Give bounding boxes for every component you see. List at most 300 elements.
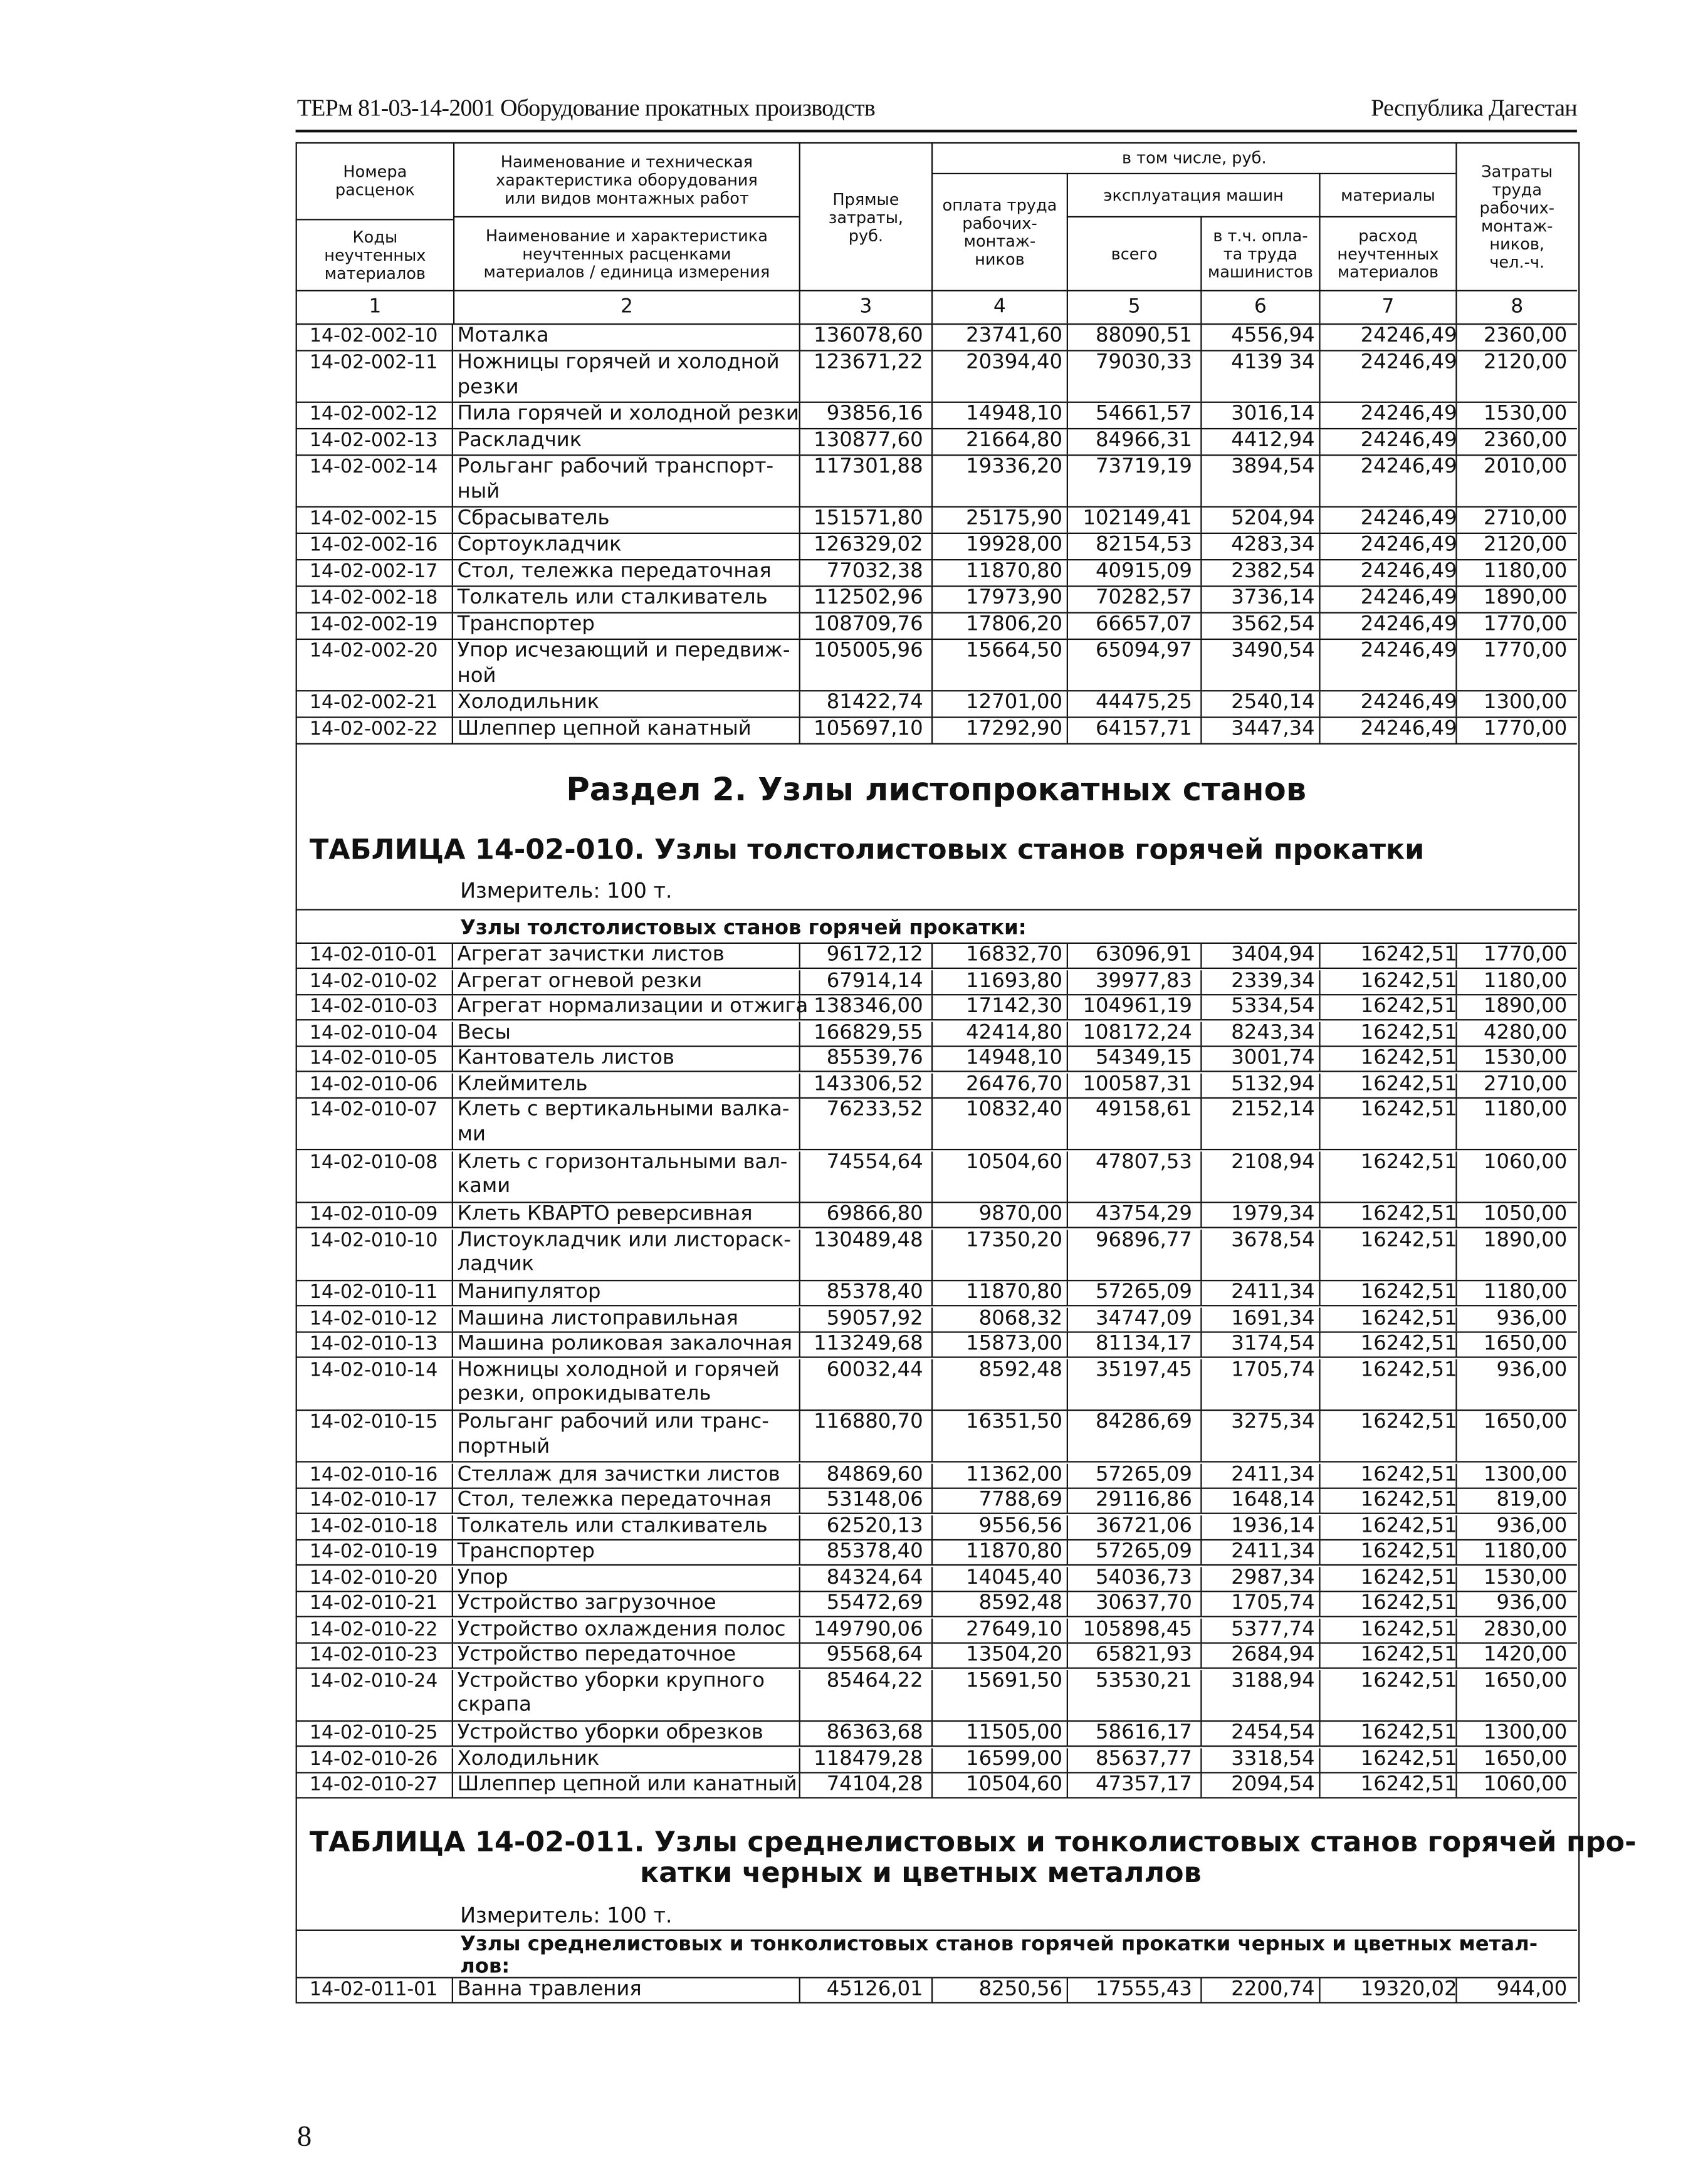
row-value-3: 151571,80 [814,507,923,530]
cell-divider [452,1333,453,1357]
table-row [296,325,1577,351]
cell-divider [1200,1021,1202,1045]
row-value-8: 1530,00 [1483,1047,1568,1070]
row-value-7: 16242,51 [1360,1773,1457,1796]
cell-divider [1319,718,1320,743]
row-value-5: 81134,17 [1096,1332,1192,1356]
row-code: 14-02-010-08 [309,1151,438,1173]
row-value-7: 24246,49 [1360,429,1457,452]
table-011-title-line1: ТАБЛИЦА 14-02-011. Узлы среднелистовых и тонколистовых станов горячей про- [309,1824,1637,1859]
cell-divider [1455,352,1457,402]
cell-divider [799,1151,800,1201]
cell-divider [1067,1099,1068,1149]
row-value-4: 19336,20 [966,456,1063,479]
cell-divider [1319,1229,1320,1279]
cell-divider [799,1644,800,1668]
cell-divider [1200,1333,1202,1357]
row-value-8: 1770,00 [1483,640,1568,662]
cell-divider [452,1307,453,1331]
row-name: Холодильник [457,1747,600,1770]
cell-divider [931,1151,933,1201]
row-value-4: 19928,00 [966,533,1063,557]
table-row [296,534,1577,560]
table-row [296,1411,1577,1462]
row-value-5: 65821,93 [1096,1643,1192,1666]
cell-divider [931,640,933,690]
cell-divider [1319,640,1320,690]
cell-divider [1200,1618,1202,1642]
cell-divider [1455,995,1457,1019]
row-value-8: 1300,00 [1483,1722,1568,1744]
row-value-5: 34747,09 [1096,1307,1192,1330]
cell-divider [799,1463,800,1487]
cell-divider [1455,1566,1457,1590]
cell-divider [1319,1592,1320,1616]
cell-divider [1455,1722,1457,1745]
row-code: 14-02-002-15 [309,507,438,530]
cell-divider [452,691,453,716]
row-value-4: 9870,00 [978,1203,1063,1226]
table-row [296,1099,1577,1150]
cell-divider [1067,534,1068,559]
row-name: Стеллаж для зачистки листов [457,1463,780,1486]
row-name: Машина листоправильная [457,1307,738,1330]
cell-divider [1067,1359,1068,1409]
table-011-rule [296,1930,1577,1931]
cell-divider [931,1774,933,1797]
cell-divider [1455,560,1457,585]
cell-divider [1200,1411,1202,1461]
row-value-8: 1650,00 [1483,1411,1568,1433]
cell-divider [799,587,800,612]
table-row [296,456,1577,507]
cell-divider [1319,1618,1320,1642]
header-line [931,173,1455,174]
row-value-8: 1770,00 [1483,613,1568,636]
row-value-7: 16242,51 [1360,1722,1457,1744]
cell-divider [1455,1359,1457,1409]
cell-divider [1200,718,1202,743]
row-value-5: 39977,83 [1096,970,1192,992]
cell-divider [1067,1151,1068,1201]
row-value-4: 20394,40 [966,351,1063,374]
cell-divider [1455,1489,1457,1513]
row-value-3: 59057,92 [826,1307,923,1330]
cell-divider [452,1566,453,1590]
table-row [296,587,1577,614]
cell-divider [1319,1722,1320,1745]
row-code: 14-02-010-01 [309,943,438,966]
row-value-3: 62520,13 [826,1514,923,1537]
colnum-1: 1 [369,295,382,318]
cell-divider [1200,1463,1202,1487]
cell-divider [799,1047,800,1071]
cell-divider [1319,352,1320,402]
row-value-8: 1650,00 [1483,1747,1568,1770]
cell-divider [1455,1515,1457,1539]
cell-divider [799,352,800,402]
row-value-4: 15664,50 [966,640,1063,662]
row-value-7: 16242,51 [1360,1411,1457,1433]
cell-divider [931,1670,933,1720]
row-value-5: 100587,31 [1082,1072,1192,1096]
header-rule [296,130,1577,132]
row-value-6: 1936,14 [1231,1514,1315,1537]
cell-divider [452,995,453,1019]
row-name: Устройство загрузочное [457,1592,716,1614]
row-value-8: 1300,00 [1483,1463,1568,1486]
cell-divider [799,325,800,350]
cell-divider [1455,1411,1457,1461]
row-value-8: 1050,00 [1483,1203,1568,1226]
row-name: Весы [457,1021,511,1044]
cell-divider [1200,1099,1202,1149]
row-value-7: 24246,49 [1360,402,1457,426]
cell-divider [452,1359,453,1409]
row-value-5: 70282,57 [1096,587,1192,610]
cell-divider [1319,1979,1320,2002]
table-row [296,403,1577,429]
row-name: Устройство уборки обрезков [457,1722,763,1744]
row-value-6: 4556,94 [1231,325,1315,347]
row-value-4: 14045,40 [966,1566,1063,1589]
row-value-4: 11870,80 [966,1540,1063,1563]
row-value-6: 3318,54 [1231,1747,1315,1770]
row-value-8: 1890,00 [1483,587,1568,610]
cell-divider [931,403,933,428]
row-value-7: 19320,02 [1360,1978,1457,2001]
row-code: 14-02-010-22 [309,1618,438,1641]
row-value-8: 2830,00 [1483,1618,1568,1641]
row-value-3: 74554,64 [826,1151,923,1173]
cell-divider [452,587,453,612]
cell-divider [1200,587,1202,612]
row-name: Устройство уборки крупного скрапа [457,1669,765,1717]
cell-divider [1067,1073,1068,1097]
cell-divider [1200,1151,1202,1201]
row-value-7: 16242,51 [1360,970,1457,992]
row-value-6: 1691,34 [1231,1307,1315,1330]
cell-divider [452,352,453,402]
cell-divider [931,1979,933,2002]
row-code: 14-02-010-12 [309,1307,438,1330]
row-value-3: 85464,22 [826,1669,923,1692]
row-code: 14-02-002-22 [309,718,438,741]
row-value-5: 54349,15 [1096,1047,1192,1070]
row-name: Холодильник [457,691,600,714]
table-row [296,560,1577,587]
row-name: Пила горячей и холодной резки [457,402,799,426]
table-row [296,995,1577,1020]
cell-divider [931,1281,933,1305]
row-name: Листоукладчик или листораск-ладчик [457,1228,791,1276]
cell-divider [1319,1774,1320,1797]
row-value-5: 66657,07 [1096,613,1192,636]
row-value-4: 8592,48 [978,1592,1063,1614]
header-col6: в т.ч. опла- та труда машинистов [1207,225,1313,281]
row-value-7: 16242,51 [1360,1514,1457,1537]
row-value-6: 2339,34 [1231,970,1315,992]
colnum-7: 7 [1381,295,1395,318]
cell-divider [452,1073,453,1097]
row-code: 14-02-002-12 [309,402,438,426]
row-value-3: 86363,68 [826,1722,923,1744]
cell-divider [1455,718,1457,743]
cell-divider [1455,508,1457,533]
row-value-3: 76233,52 [826,1098,923,1121]
row-value-8: 1650,00 [1483,1332,1568,1356]
row-name: Клеть с вертикальными валка-ми [457,1098,790,1146]
cell-divider [1067,403,1068,428]
cell-divider [1200,995,1202,1019]
table-row [296,1566,1577,1591]
row-value-5: 85637,77 [1096,1747,1192,1770]
row-code: 14-02-002-13 [309,429,438,452]
header-col1-bottom: Коды неучтенных материалов [324,226,426,283]
row-value-3: 118479,28 [814,1747,923,1770]
cell-divider [1319,1151,1320,1201]
row-name: Моталка [457,325,549,347]
cell-divider [1455,456,1457,506]
cell-divider [452,325,453,350]
cell-divider [1200,534,1202,559]
row-name: Толкатель или сталкиватель [457,587,768,610]
row-value-6: 2411,34 [1231,1540,1315,1563]
cell-divider [1200,1644,1202,1668]
cell-divider [1067,970,1068,993]
cell-divider [799,560,800,585]
cell-divider [1200,970,1202,993]
cell-divider [1319,587,1320,612]
cell-divider [1455,587,1457,612]
cell-divider [1200,1047,1202,1071]
cell-divider [799,1566,800,1590]
row-value-5: 108172,24 [1082,1021,1192,1044]
cell-divider [1455,1618,1457,1642]
cell-divider [1455,1979,1457,2002]
row-value-3: 81422,74 [826,691,923,714]
row-name: Рольганг рабочий или транс-портный [457,1411,769,1458]
cell-divider [931,944,933,968]
row-value-6: 4283,34 [1231,533,1315,557]
cell-divider [1067,1722,1068,1745]
row-value-5: 49158,61 [1096,1098,1192,1121]
row-code: 14-02-002-10 [309,325,438,347]
row-code: 14-02-002-14 [309,456,438,479]
cell-divider [799,403,800,428]
cell-divider [1200,429,1202,454]
cell-divider [1067,614,1068,639]
cell-divider [1200,1979,1202,2002]
cell-divider [799,1359,800,1409]
cell-divider [1067,1411,1068,1461]
header-col1-top: Номера расценок [335,162,415,200]
row-name: Шлеппер цепной канатный [457,718,752,741]
cell-divider [799,718,800,743]
row-value-3: 85378,40 [826,1281,923,1304]
row-value-7: 16242,51 [1360,1098,1457,1121]
cell-divider [1319,429,1320,454]
table-row [296,1644,1577,1669]
cell-divider [1319,1281,1320,1305]
row-value-5: 35197,45 [1096,1358,1192,1381]
row-value-8: 1300,00 [1483,691,1568,714]
cell-divider [1067,1618,1068,1642]
row-value-8: 2710,00 [1483,507,1568,530]
table-row [296,1463,1577,1488]
cell-divider [1319,1747,1320,1771]
row-value-5: 96896,77 [1096,1228,1192,1252]
row-name: Кантователь листов [457,1047,675,1070]
row-value-4: 25175,90 [966,507,1063,530]
cell-divider [452,944,453,968]
row-value-3: 149790,06 [814,1618,923,1641]
row-value-7: 16242,51 [1360,1463,1457,1486]
cell-divider [931,1333,933,1357]
cell-divider [931,970,933,993]
row-value-6: 5132,94 [1231,1072,1315,1096]
row-value-8: 1530,00 [1483,1566,1568,1589]
table-row [296,1229,1577,1280]
row-name: Сбрасыватель [457,507,610,530]
row-value-7: 16242,51 [1360,1566,1457,1589]
row-name: Ножницы холодной и горячей резки, опрокидыватель [457,1358,780,1406]
row-value-4: 11693,80 [966,970,1063,992]
row-value-4: 16351,50 [966,1411,1063,1433]
row-value-7: 16242,51 [1360,1358,1457,1381]
cell-divider [452,1463,453,1487]
row-value-4: 8068,32 [978,1307,1063,1330]
row-value-4: 26476,70 [966,1072,1063,1096]
cell-divider [1200,691,1202,716]
cell-divider [799,1281,800,1305]
cell-divider [799,1411,800,1461]
table-row [296,640,1577,691]
row-value-7: 16242,51 [1360,1203,1457,1226]
row-value-7: 24246,49 [1360,533,1457,557]
row-value-4: 14948,10 [966,1047,1063,1070]
row-value-5: 17555,43 [1096,1978,1192,2001]
cell-divider [452,1489,453,1513]
row-value-6: 2152,14 [1231,1098,1315,1121]
row-value-5: 44475,25 [1096,691,1192,714]
row-code: 14-02-010-24 [309,1669,438,1692]
table-row [296,970,1577,995]
row-value-4: 11505,00 [966,1722,1063,1744]
row-value-7: 16242,51 [1360,1332,1457,1356]
cell-divider [1067,1566,1068,1590]
table-row [296,352,1577,403]
table-row [296,508,1577,534]
cell-divider [1319,1670,1320,1720]
colnum-2: 2 [620,295,633,318]
row-value-4: 17142,30 [966,995,1063,1018]
table-row [296,1979,1577,2004]
cell-divider [1455,1203,1457,1227]
row-value-5: 36721,06 [1096,1514,1192,1537]
row-code: 14-02-010-19 [309,1540,438,1563]
cell-divider [1067,1979,1068,2002]
cell-divider [931,1592,933,1616]
cell-divider [1455,325,1457,350]
row-value-8: 1180,00 [1483,1281,1568,1304]
cell-divider [1455,1333,1457,1357]
cell-divider [1319,456,1320,506]
colnum-6: 6 [1254,295,1267,318]
row-value-4: 42414,80 [966,1021,1063,1044]
row-value-6: 2987,34 [1231,1566,1315,1589]
cell-divider [1319,1021,1320,1045]
cell-divider [799,508,800,533]
row-value-6: 3447,34 [1231,718,1315,741]
row-value-8: 936,00 [1496,1307,1568,1330]
row-value-5: 82154,53 [1096,533,1192,557]
row-value-5: 57265,09 [1096,1540,1192,1563]
row-value-6: 5377,74 [1231,1618,1315,1641]
row-value-3: 60032,44 [826,1358,923,1381]
cell-divider [1200,1281,1202,1305]
row-value-5: 104961,19 [1082,995,1192,1018]
table-row [296,1307,1577,1332]
cell-divider [1455,534,1457,559]
row-name: Клеймитель [457,1072,588,1096]
cell-divider [452,718,453,743]
cell-divider [1200,560,1202,585]
table-010-rule [296,909,1577,910]
cell-divider [1067,456,1068,506]
cell-divider [799,456,800,506]
row-value-8: 936,00 [1496,1358,1568,1381]
row-value-3: 130877,60 [814,429,923,452]
row-code: 14-02-010-27 [309,1773,438,1796]
row-name: Клеть КВАРТО реверсивная [457,1203,753,1226]
row-value-8: 1180,00 [1483,970,1568,992]
row-value-3: 112502,96 [814,587,923,610]
cell-divider [1319,325,1320,350]
row-name: Стол, тележка передаточная [457,560,772,583]
cell-divider [1067,1281,1068,1305]
row-name: Транспортер [457,613,595,636]
row-value-3: 84869,60 [826,1463,923,1486]
cell-divider [1319,1047,1320,1071]
cell-divider [799,1021,800,1045]
cell-divider [799,1979,800,2002]
cell-divider [1319,995,1320,1019]
row-code: 14-02-010-17 [309,1488,438,1512]
row-value-8: 1180,00 [1483,1098,1568,1121]
row-value-7: 24246,49 [1360,640,1457,662]
row-value-4: 8592,48 [978,1358,1063,1381]
cell-divider [931,587,933,612]
row-code: 14-02-010-18 [309,1514,438,1537]
cell-divider [452,560,453,585]
row-code: 14-02-010-07 [309,1098,438,1121]
cell-divider [931,1229,933,1279]
row-value-4: 17973,90 [966,587,1063,610]
cell-divider [1455,1747,1457,1771]
running-head-right: Республика Дагестан [1371,95,1577,122]
row-value-7: 24246,49 [1360,456,1457,479]
row-value-4: 12701,00 [966,691,1063,714]
row-code: 14-02-002-18 [309,587,438,610]
row-value-3: 74104,28 [826,1773,923,1796]
row-value-7: 24246,49 [1360,718,1457,741]
cell-divider [1200,1073,1202,1097]
row-name: Ванна травления [457,1978,642,2001]
row-name: Толкатель или сталкиватель [457,1514,768,1537]
cell-divider [1200,1203,1202,1227]
header-col2-top: Наименование и техническая характеристика оборудования или видов монтажных работ [495,151,758,207]
